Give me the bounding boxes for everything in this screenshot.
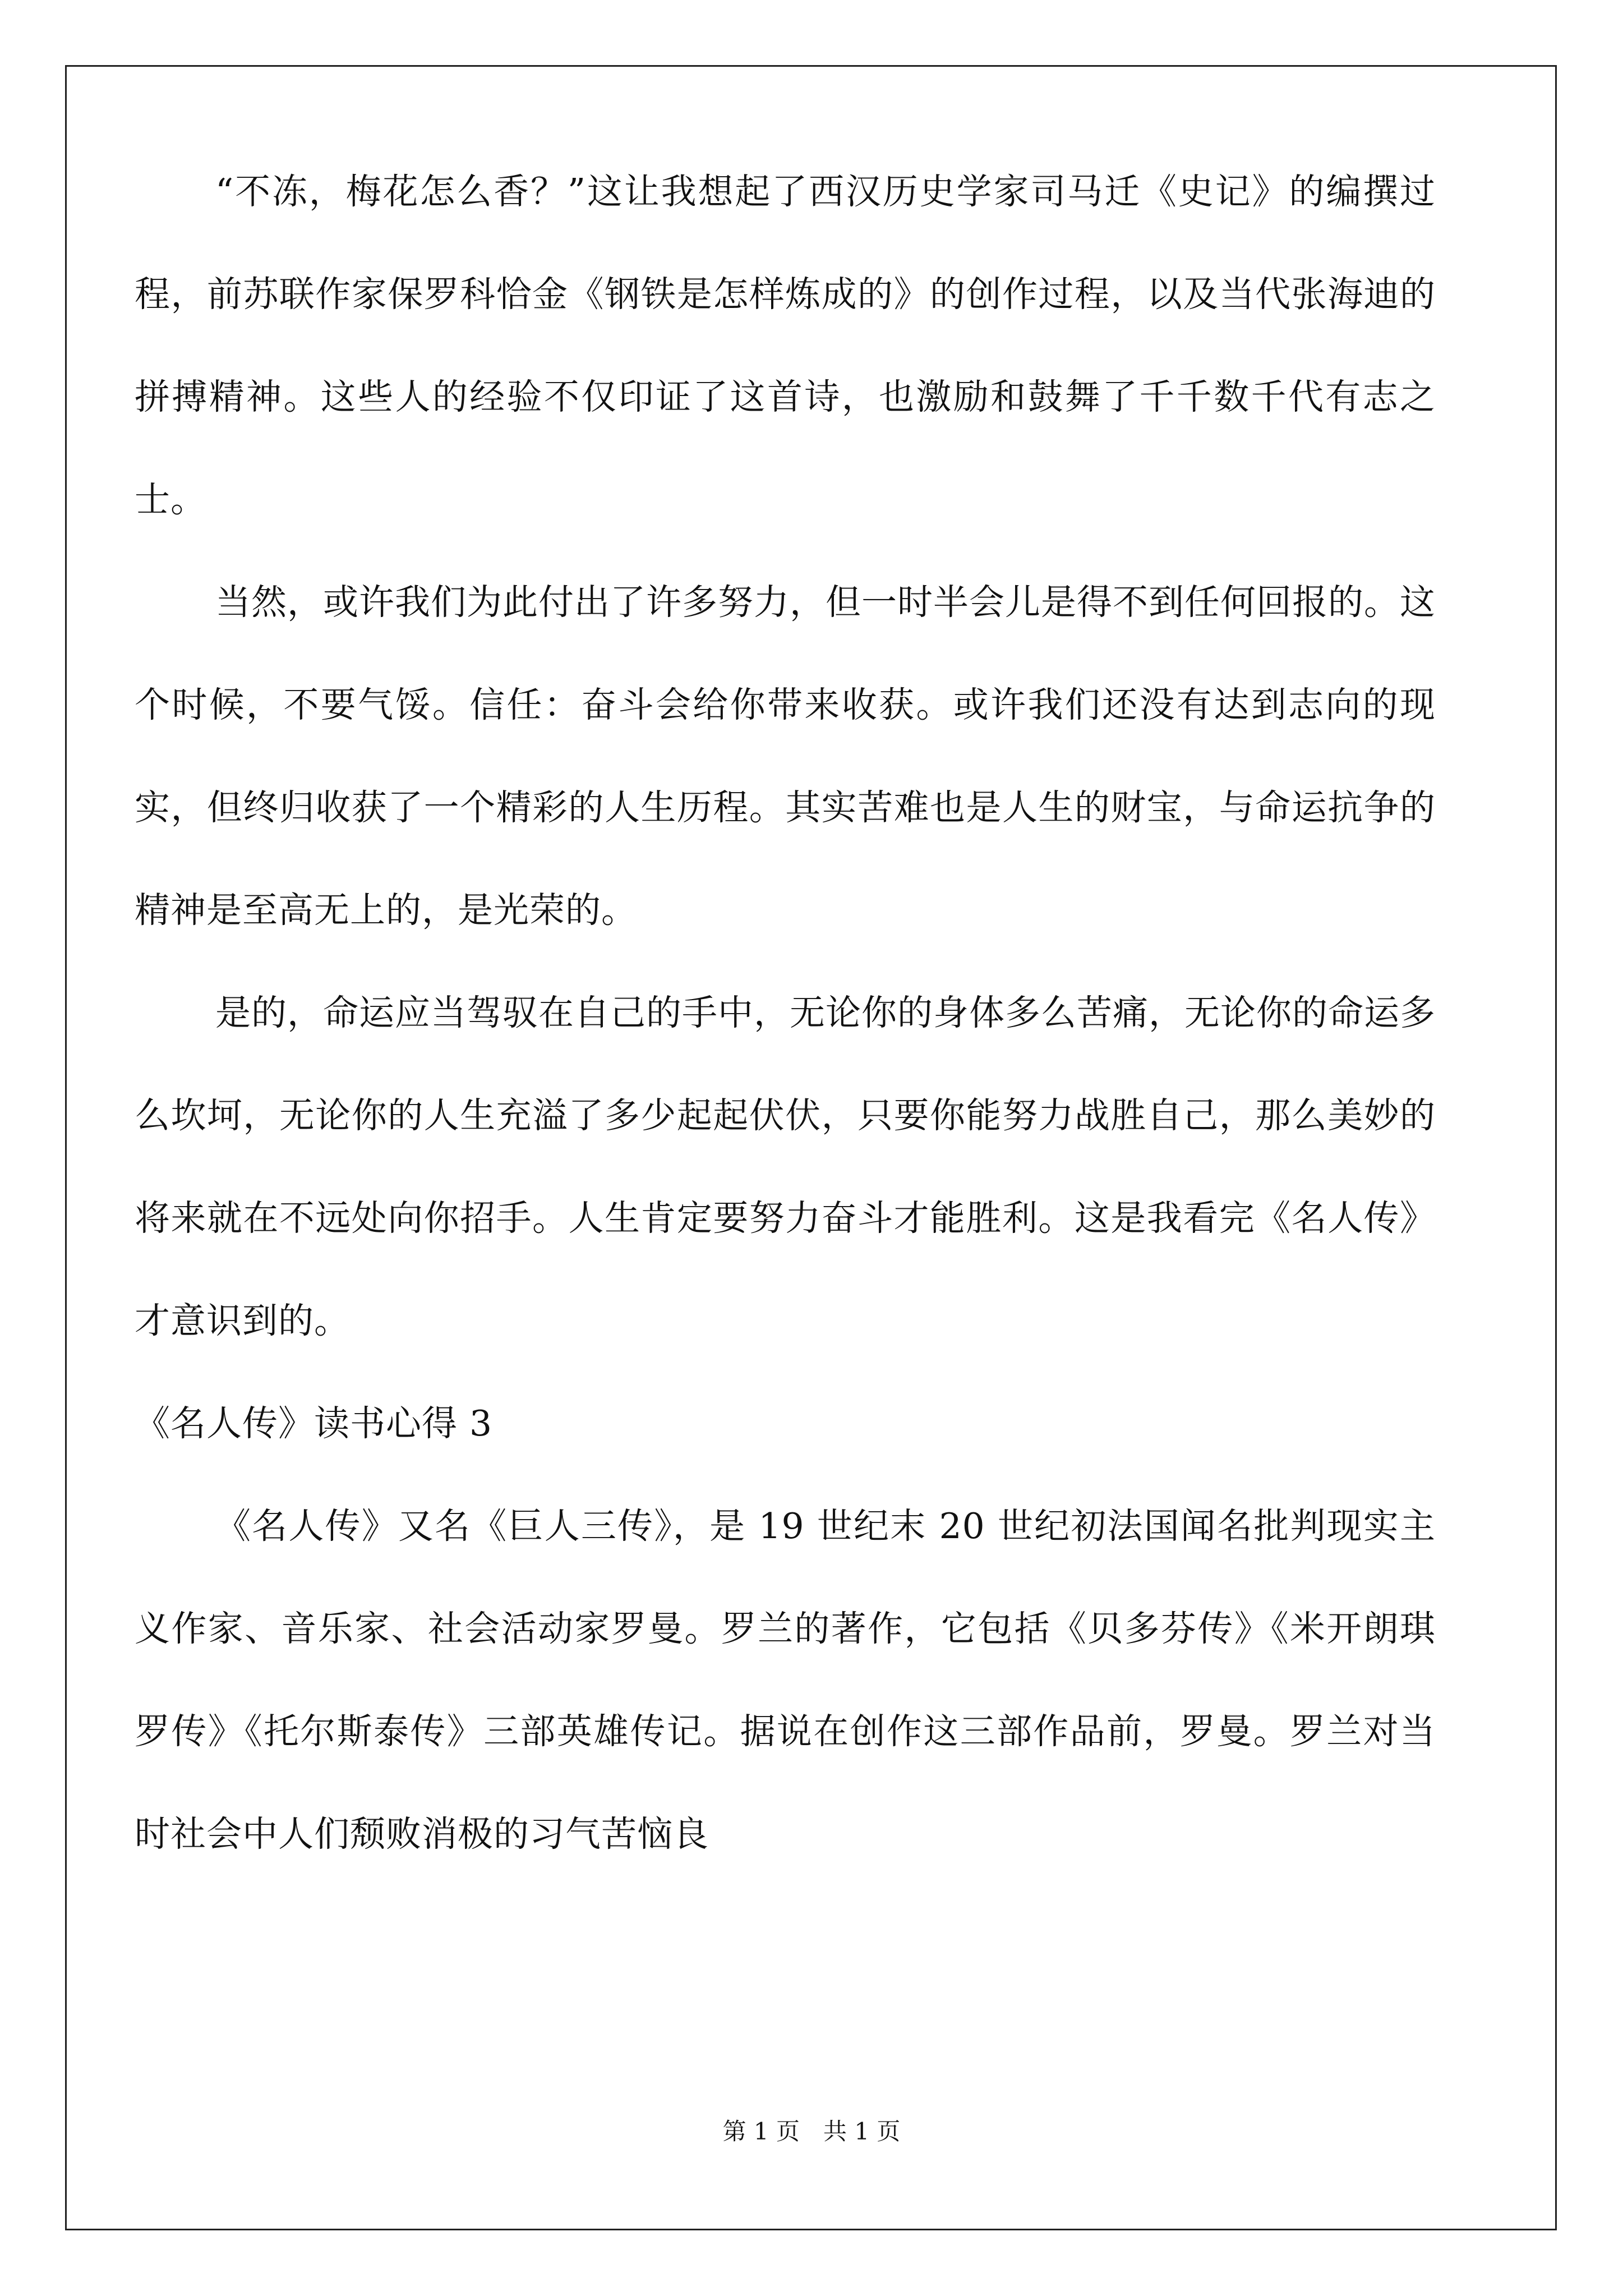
paragraph: 《名人传》又名《巨人三传》，是 19 世纪末 20 世纪初法国闻名批判现实主义作家、音乐家、社会活动家罗曼。罗兰的著作，它包括《贝多芬传》《米开朗琪罗传》《托尔斯泰传》三部英雄传记。据说在创作这三部作品前，罗曼。罗兰对当时社会中人们颓败消极的习气苦恼良 xyxy=(135,1506,1436,1855)
page-number-footer: 第 1 页 共 1 页 xyxy=(722,2118,901,2145)
section-heading: 《名人传》读书心得 3 xyxy=(135,1403,493,1444)
paragraph: “不冻，梅花怎么香？”这让我想起了西汉历史学家司马迁《史记》的编撰过程，前苏联作家保罗科恰金《钢铁是怎样炼成的》的创作过程，以及当代张海迪的拼搏精神。这些人的经验不仅印证了这首诗，也激励和鼓舞了千千数千代有志之士。 xyxy=(135,171,1436,520)
paragraph: 当然，或许我们为此付出了许多努力，但一时半会儿是得不到任何回报的。这个时候，不要气馁。信任：奋斗会给你带来收获。或许我们还没有达到志向的现实，但终归收获了一个精彩的人生历程。其实苦难也是人生的财宝，与命运抗争的精神是至高无上的，是光荣的。 xyxy=(135,582,1436,931)
paragraph: 是的，命运应当驾驭在自己的手中，无论你的身体多么苦痛，无论你的命运多么坎坷，无论你的人生充溢了多少起起伏伏，只要你能努力战胜自己，那么美妙的将来就在不远处向你招手。人生肯定要努力奋斗才能胜利。这是我看完《名人传》才意识到的。 xyxy=(135,992,1436,1341)
document-body xyxy=(135,140,1436,1885)
